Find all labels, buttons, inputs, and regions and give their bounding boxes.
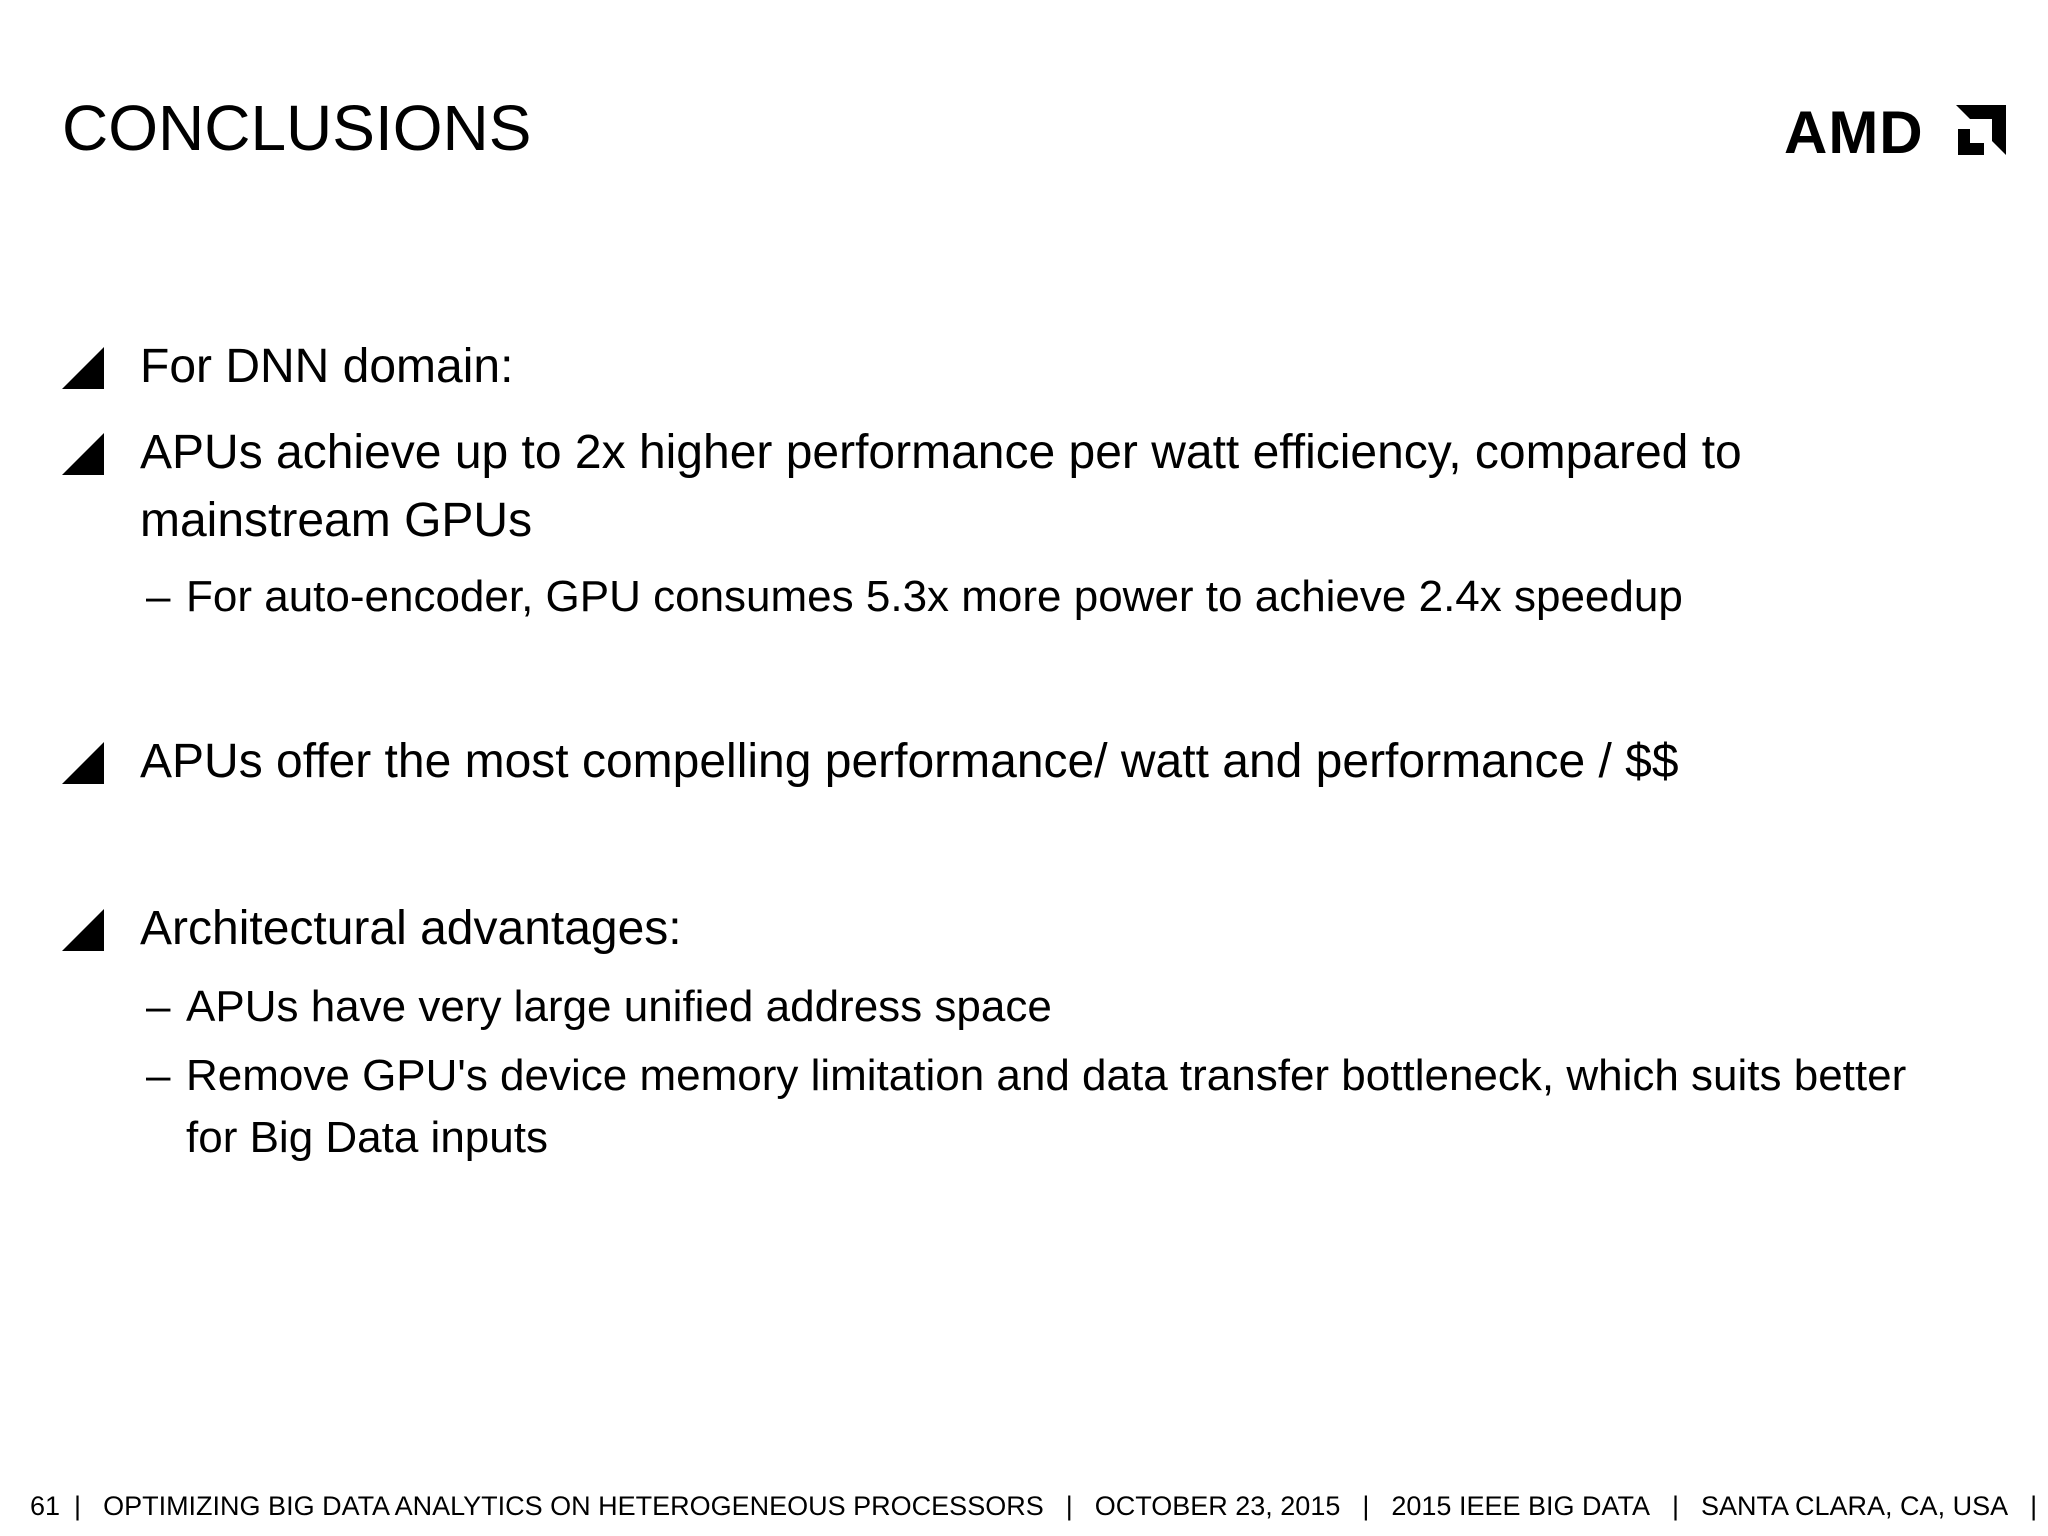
dash-marker: –	[146, 1051, 171, 1100]
sub-bullet-text: For auto-encoder, GPU consumes 5.3x more power to achieve 2.4x speedup	[186, 572, 1683, 621]
bullet-architectural-advantages	[62, 895, 1962, 963]
footer-separator: |	[74, 1491, 82, 1521]
slide-title: CONCLUSIONS	[62, 92, 532, 164]
triangle-bullet-icon	[62, 433, 104, 475]
triangle-bullet-icon	[62, 347, 104, 389]
bullet-dnn-domain	[62, 333, 1962, 401]
bullet-text: APUs achieve up to 2x higher performance per watt efficiency, compared to mainstream GPUs	[140, 426, 1742, 547]
bullet-text: APUs offer the most compelling performance/ watt and performance / $$	[140, 735, 1679, 788]
footer-separator: |	[1671, 1491, 1679, 1521]
bullet-apu-compelling	[62, 728, 1962, 796]
footer-location: SANTA CLARA, CA, USA	[1701, 1491, 2009, 1521]
sub-bullet-memory-limitation	[146, 1045, 1926, 1169]
dash-marker: –	[146, 982, 171, 1031]
footer-separator: |	[1065, 1491, 1073, 1521]
triangle-bullet-icon	[62, 742, 104, 784]
page-number: 61	[30, 1491, 61, 1521]
bullet-text: For DNN domain:	[140, 340, 514, 393]
bullet-apu-efficiency	[62, 419, 1962, 555]
sub-bullet-text: Remove GPU's device memory limitation and data transfer bottleneck, which suits better for Big Data inputs	[186, 1051, 1907, 1162]
bullet-text: Architectural advantages:	[140, 902, 682, 955]
dash-marker: –	[146, 572, 171, 621]
slide-footer	[30, 1490, 2037, 1522]
svg-text:AMD: AMD	[1784, 102, 1924, 160]
sub-bullet-text: APUs have very large unified address space	[186, 982, 1052, 1031]
footer-event: 2015 IEEE BIG DATA	[1391, 1491, 1650, 1521]
footer-talk-title: OPTIMIZING BIG DATA ANALYTICS ON HETEROGENEOUS PROCESSORS	[103, 1491, 1044, 1521]
footer-separator: |	[2030, 1491, 2038, 1521]
amd-logo	[1784, 102, 2009, 160]
footer-separator: |	[1362, 1491, 1370, 1521]
sub-bullet-auto-encoder	[146, 566, 1926, 628]
footer-date: OCTOBER 23, 2015	[1094, 1491, 1341, 1521]
triangle-bullet-icon	[62, 909, 104, 951]
sub-bullet-address-space	[146, 976, 1926, 1038]
